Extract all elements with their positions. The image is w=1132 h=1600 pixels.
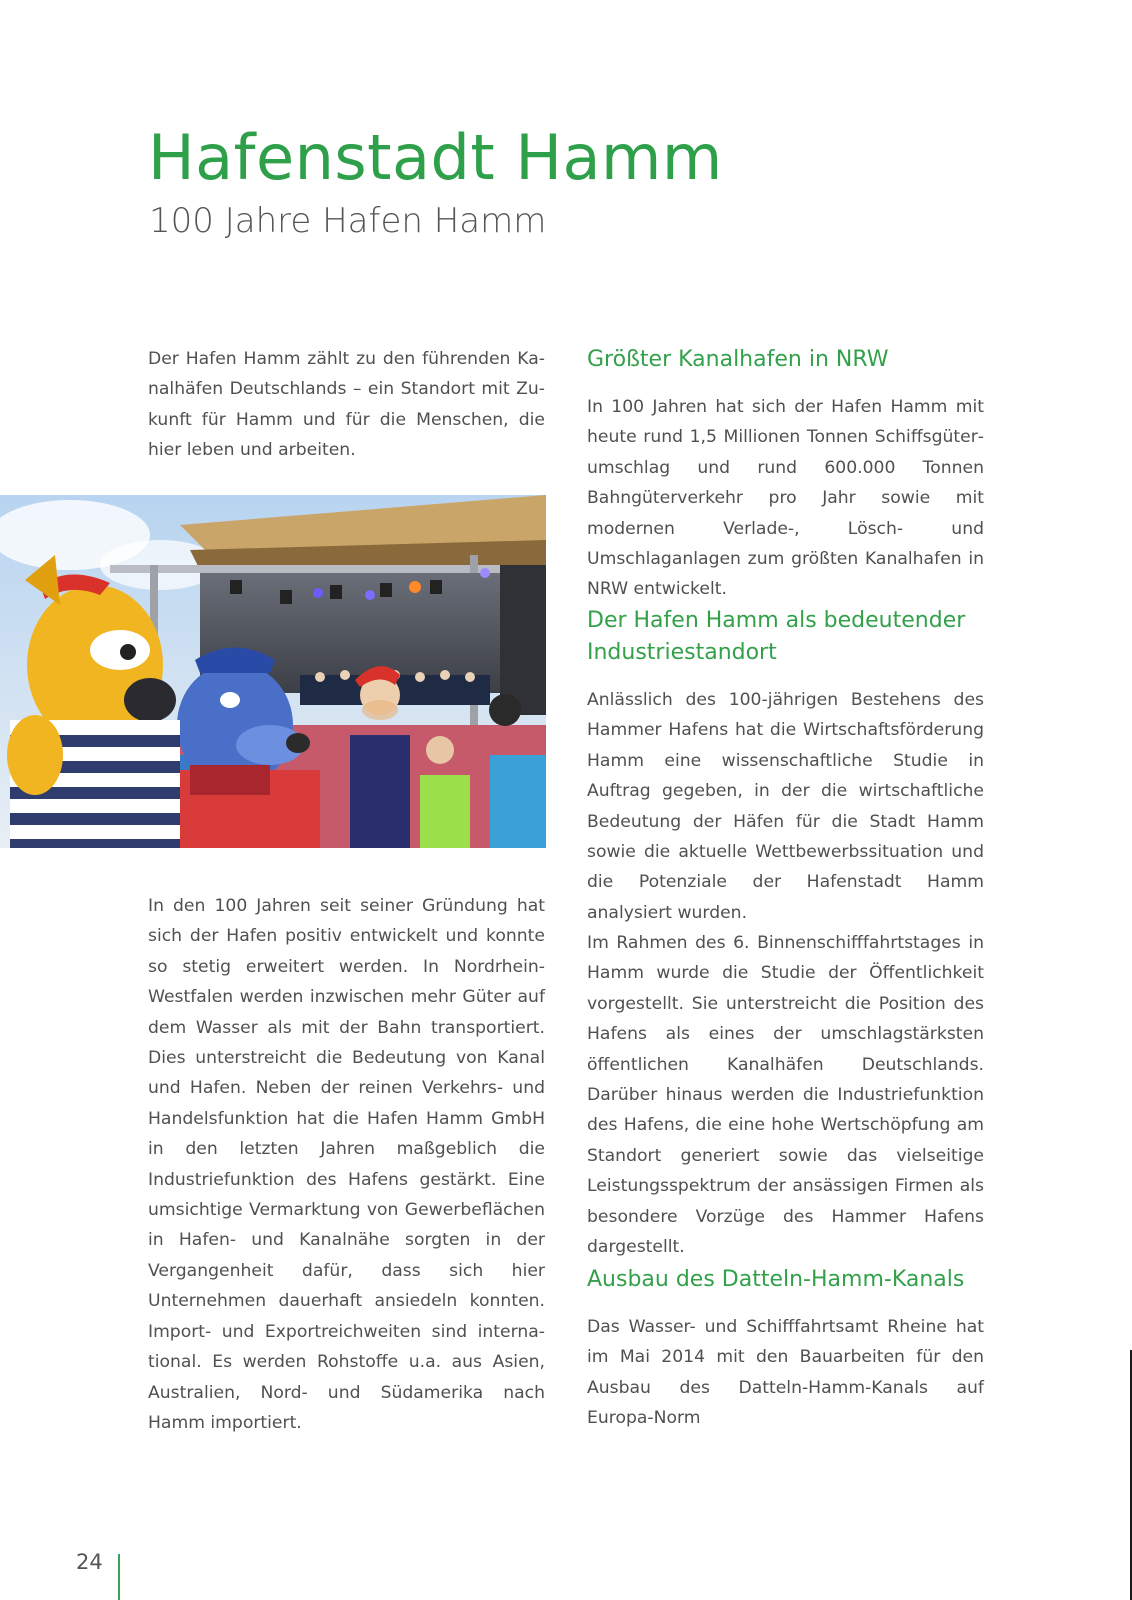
- canal-expansion-paragraph: Das Wasser- und Schifffahrtsamt Rheine hat im Mai 2014 mit den Bauarbeiten für den Ausbau des Datteln-Hamm-Kanals auf Europa-Norm: [587, 1317, 984, 1429]
- page-number: 24: [76, 1550, 103, 1574]
- history-paragraph: In den 100 Jahren seit seiner Gründung hat sich der Hafen positiv entwickelt und konnte so stetig erweitert werden. In Nordrhein-Westfalen werden inzwischen mehr Güter auf dem Wasser als mit der Bahn transportiert. Dies unterstreicht die Bedeutung von Kanal und Hafen. Neben der reinen Verkehrs- und Handelsfunktion hat die Hafen Hamm GmbH in den letzten Jahren maßgeblich die Industriefunktion des Hafens gestärkt. Eine umsichtige Vermarktung von Gewerbeflächen in Hafen- und Kanalnähe sorgten in der Vergangenheit dafür, dass sich hier Unternehmen dauerhaft ansiedeln konnten. Import- und Exportreichweiten sind international. Es werden Rohstoffe u.a. aus Asien, Australien, Nord- und Südamerika nach Hamm importiert.: [148, 896, 545, 1433]
- page-number-rule: [118, 1554, 120, 1600]
- heading-industrial-location: Der Hafen Hamm als bedeutender Industriestandort: [587, 608, 966, 665]
- page-subtitle: 100 Jahre Hafen Hamm: [149, 201, 547, 241]
- heading-largest-canal-port: Größter Kanalhafen in NRW: [587, 347, 889, 372]
- largest-canal-port-paragraph: In 100 Jahren hat sich der Hafen Hamm mit heute rund 1,5 Millionen Tonnen Schiffsgüterumschlag und rund 600.000 Tonnen Bahngüterverkehr pro Jahr sowie mit modernen Verlade-, Lösch- und Umschlaganlagen zum größten Kanalhafen in NRW entwickelt.: [587, 397, 984, 600]
- page-title: Hafenstadt Hamm: [148, 121, 723, 194]
- festival-photo: [0, 495, 546, 848]
- binnenschifffahrtstag-paragraph: Im Rahmen des 6. Binnenschifffahrtstages in Hamm wurde die Studie der Öffentlichkeit vorgestellt. Sie unterstreicht die Position des Hafens als eines der umschlagstärksten öffentlichen Kanalhäfen Deutschlands. Darüber hinaus werden die Industriefunktion des Hafens, die eine hohe Wertschöpfung am Standort generiert sowie das vielseitige Leistungsspektrum der ansässigen Firmen als besondere Vorzüge des Hammer Hafens dargestellt.: [587, 933, 984, 1258]
- heading-canal-expansion: Ausbau des Datteln-Hamm-Kanals: [587, 1267, 965, 1292]
- study-paragraph: Anlässlich des 100-jährigen Bestehens des Hammer Hafens hat die Wirtschaftsförderung Hamm eine wissenschaftliche Studie in Auftrag gegeben, in der die wirtschaftliche Bedeutung der Häfen für die Stadt Hamm sowie die aktuelle Wettbewerbssituation und die Potenziale der Hafenstadt Hamm analysiert wurden.: [587, 690, 984, 923]
- intro-paragraph: Der Hafen Hamm zählt zu den führenden Kanalhäfen Deutschlands – ein Standort mit Zukunft für Hamm und für die Menschen, die hier leben und arbeiten.: [148, 349, 545, 461]
